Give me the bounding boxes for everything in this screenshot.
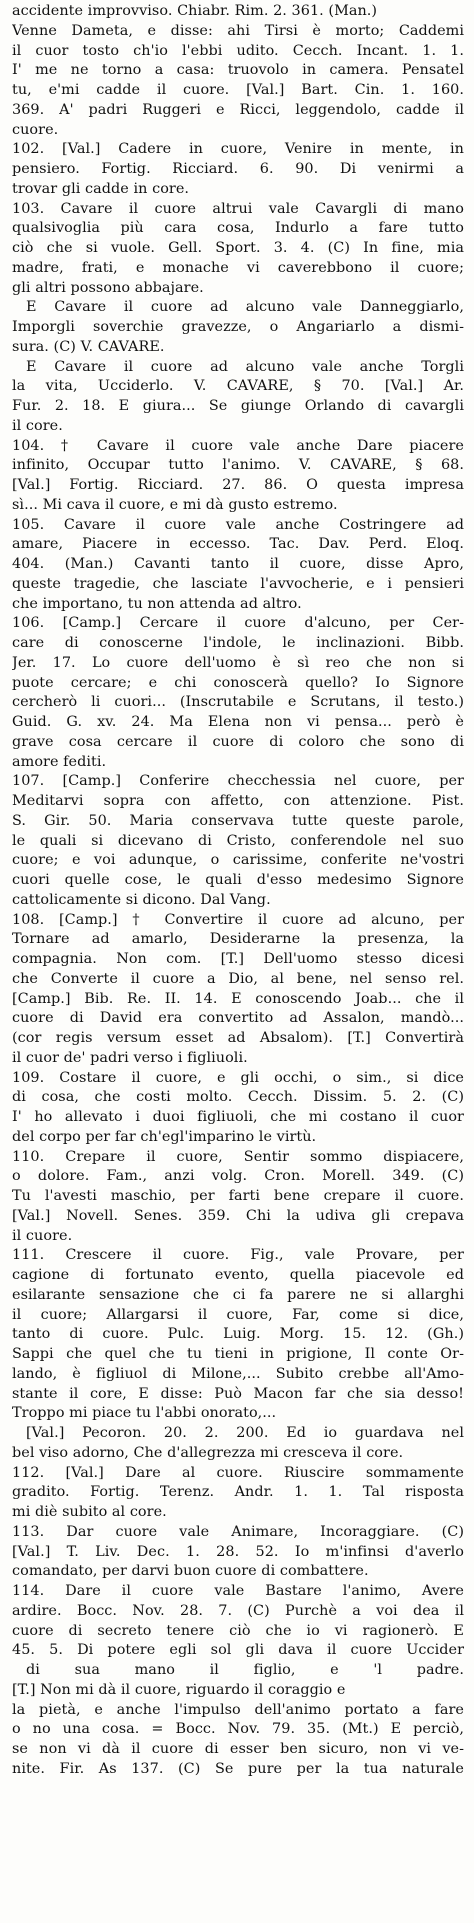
text-line: infinito, Occupar tutto l'animo. V. CAVARE, § 68. bbox=[12, 457, 464, 474]
text-line: S. Gir. 50. Maria conservava tutte queste parole, bbox=[12, 812, 464, 829]
text-line: queste tragedie, che lasciate l'avvocherie, e i pensieri bbox=[12, 575, 464, 592]
entry-heading-line: 109. Costare il cuore, e gli occhi, o sim., si dice bbox=[12, 1069, 464, 1086]
entry-heading-line: 113. Dar cuore vale Animare, Incoraggiare. (C) bbox=[12, 1523, 464, 1540]
text-line: esilarante sensazione che ci fa parere ne si allarghi bbox=[12, 1286, 464, 1303]
entry-heading-line: 114. Dare il cuore vale Bastare l'animo, Avere bbox=[12, 1583, 464, 1599]
text-line: Tornare ad amarlo, Desiderarne la presenza, la bbox=[12, 931, 464, 948]
text-line: E Cavare il cuore ad alcuno vale anche Torgli bbox=[26, 358, 464, 375]
text-line: cagione di fortunato evento, quella piacevole ed bbox=[12, 1267, 464, 1283]
text-line: di cosa, che costi molto. Cecch. Dissim. 5. 2. (C) bbox=[12, 1089, 464, 1106]
text-line: Meditarvi sopra con affetto, con attenzione. Pist. bbox=[12, 793, 464, 809]
text-line: ciò che si vuole. Gell. Sport. 3. 4. (C) In fine, mia bbox=[12, 240, 464, 256]
text-line: del corpo per far ch'egl'imparino le virtù. bbox=[12, 1128, 317, 1145]
text-line: Troppo mi piace tu l'abbi onorato,... bbox=[12, 1405, 277, 1422]
text-line: o no una cosa. = Bocc. Nov. 79. 35. (Mt.) E perciò, bbox=[12, 1721, 464, 1738]
entry-heading-line: 102. [Val.] Cadere in cuore, Venire in mente, in bbox=[12, 141, 464, 158]
text-line: le quali si dicevano di Cristo, conferendole nel suo bbox=[12, 832, 464, 849]
text-line: Jer. 17. Lo cuore dell'uomo è sì reo che non si bbox=[12, 654, 464, 671]
text-line: [Val.] T. Liv. Dec. 1. 28. 52. Io m'infinsi d'averlo bbox=[12, 1543, 464, 1560]
text-line: I' ho allevato i duoi figliuoli, che mi costano il cuor bbox=[12, 1109, 464, 1125]
text-line: lando, è figliuol di Milone,... Subito crebbe all'Amo- bbox=[12, 1365, 464, 1382]
text-line: nite. Fir. As 137. (C) Se pure per la tua naturale bbox=[12, 1760, 464, 1777]
text-line: il cuore. bbox=[12, 1227, 73, 1244]
text-line: cuore di secreto tenere ciò che io vi ragionerò. E bbox=[12, 1622, 464, 1639]
text-line: grave cosa cercare il cuore di coloro che sono di bbox=[12, 733, 464, 750]
text-line: ardire. Bocc. Nov. 28. 7. (C) Purchè a voi dea il bbox=[12, 1602, 464, 1619]
text-line: il cuor de' padri verso i figliuoli. bbox=[12, 1049, 248, 1066]
text-line: gradito. Fortig. Terenz. Andr. 1. 1. Tal risposta bbox=[12, 1484, 464, 1501]
text-line: Sappi che quel che tu tieni in prigione, Il conte Or- bbox=[12, 1346, 464, 1362]
entry-heading-line: 106. [Camp.] Cercare il cuore d'alcuno, per Cer- bbox=[12, 615, 464, 632]
text-line: amare, Piacere in eccesso. Tac. Dav. Perd. Eloq. bbox=[12, 536, 464, 553]
text-line: Guid. G. xv. 24. Ma Elena non vi pensa... però è bbox=[12, 714, 464, 730]
text-line: 404. (Man.) Cavanti tanto il cuore, disse Apro, bbox=[12, 556, 464, 572]
text-line: tu, e'mi cadde il cuore. [Val.] Bart. Cin. 1. 160. bbox=[12, 82, 464, 98]
text-line: cuore. bbox=[12, 121, 59, 138]
text-line: [Camp.] Bib. Re. II. 14. E conoscendo Joab... che il bbox=[12, 990, 464, 1007]
text-line: di sua mano il figlio, e 'l padre. bbox=[26, 1662, 464, 1678]
text-line: qualsivoglia più cara cosa, Indurlo a fare tutto bbox=[12, 220, 464, 237]
text-line: accidente improvviso. Chiabr. Rim. 2. 361. (Man.) bbox=[12, 3, 378, 19]
entry-heading-line: 112. [Val.] Dare al cuore. Riuscire sommamente bbox=[12, 1464, 464, 1481]
text-line: la vita, Ucciderlo. V. CAVARE, § 70. [Val.] Ar. bbox=[12, 378, 464, 395]
entry-heading-line: 110. Crepare il cuore, Sentir sommo dispiacere, bbox=[12, 1148, 464, 1165]
text-line: la pietà, e anche l'impulso dell'animo portato a fare bbox=[12, 1701, 464, 1718]
text-line: I' me ne torno a casa: truovolo in camera. Pensatel bbox=[12, 62, 464, 79]
entry-heading-line: 103. Cavare il cuore altrui vale Cavargli di mano bbox=[12, 200, 464, 217]
text-line: bel viso adorno, Che d'allegrezza mi cresceva il core. bbox=[12, 1444, 404, 1461]
text-line: [Val.] Pecoron. 20. 2. 200. Ed io guardava nel bbox=[26, 1425, 464, 1441]
text-line: il core. bbox=[12, 417, 63, 434]
text-line: mi diè subito al core. bbox=[12, 1504, 167, 1520]
entry-heading-line: 107. [Camp.] Conferire checchessia nel cuore, per bbox=[12, 773, 464, 790]
text-line: gli altri possono abbajare. bbox=[12, 279, 204, 296]
text-line: compagnia. Non com. [T.] Dell'uomo stesso dicesi bbox=[12, 951, 464, 967]
text-line: 45. 5. Di potere egli sol gli dava il cuore Uccider bbox=[12, 1642, 464, 1659]
text-line: cuore; e voi adunque, o carissime, conferite ne'vostri bbox=[12, 852, 464, 869]
text-line: Fur. 2. 18. E giura... Se giunge Orlando di cavargli bbox=[12, 398, 464, 414]
text-line: cattolicamente si dicono. Dal Vang. bbox=[12, 891, 271, 908]
text-line: se non vi dà il cuore di esser ben sicuro, non vi ve- bbox=[12, 1741, 464, 1757]
text-line: care di conoscerne l'indole, le inclinazioni. Bibb. bbox=[12, 635, 464, 651]
text-line: [T.] Non mi dà il cuore, riguardo il coraggio e bbox=[12, 1681, 346, 1698]
text-line: o dolore. Fam., anzi volg. Cron. Morell. 349. (C) bbox=[12, 1168, 464, 1185]
text-line: Venne Dameta, e disse: ahi Tirsi è morto; Caddemi bbox=[12, 22, 464, 39]
text-line: E Cavare il cuore ad alcuno vale Danneggiarlo, bbox=[26, 299, 464, 316]
text-line: sura. (C) V. CAVARE. bbox=[12, 338, 165, 355]
text-line: [Val.] Fortig. Ricciard. 27. 86. O questa impresa bbox=[12, 477, 464, 493]
text-line: (cor regis versum esset ad Absalom). [T.] Convertirà bbox=[12, 1030, 464, 1046]
text-line: sì... Mi cava il cuore, e mi dà gusto estremo. bbox=[12, 496, 338, 513]
text-line: [Val.] Novell. Senes. 359. Chi la udiva gli crepava bbox=[12, 1207, 464, 1224]
text-line: che importano, tu non attenda ad altro. bbox=[12, 595, 302, 612]
text-line: puote cercare; e chi conoscerà quello? Io Signore bbox=[12, 674, 464, 691]
entry-heading-line: 104. † Cavare il cuore vale anche Dare piacere bbox=[12, 437, 464, 454]
text-line: comandato, per darvi buon cuore di combattere. bbox=[12, 1563, 369, 1580]
text-line: amore fediti. bbox=[12, 753, 107, 770]
text-line: il cuore; Allargarsi il cuore, Far, come si dice, bbox=[12, 1306, 464, 1323]
text-line: stante il core, E disse: Può Macon far che sia desso! bbox=[12, 1385, 464, 1402]
text-line: cuori quelle cose, le quali d'esso medesimo Signore bbox=[12, 872, 464, 888]
text-column bbox=[12, 2, 464, 1780]
text-line: tanto di cuore. Pulc. Luig. Morg. 15. 12. (Gh.) bbox=[12, 1326, 464, 1343]
text-line: cuore di David era convertito ad Assalon, mandò... bbox=[12, 1010, 464, 1027]
text-line: pensiero. Fortig. Ricciard. 6. 90. Di venirmi a bbox=[12, 161, 464, 177]
entry-heading-line: 108. [Camp.] † Convertire il cuore ad alcuno, per bbox=[12, 911, 464, 928]
text-line: Imporgli soverchie gravezze, o Angariarlo a dismi- bbox=[12, 319, 464, 335]
text-line: che Converte il cuore a Dio, al bene, nel senso rel. bbox=[12, 970, 464, 987]
text-line: madre, frati, e monache vi caverebbono il cuore; bbox=[12, 259, 464, 276]
text-line: il cuor tosto ch'io l'ebbi udito. Cecch. Incant. 1. 1. bbox=[12, 42, 464, 59]
text-line: Tu l'avesti maschio, per farti bene crepare il cuore. bbox=[12, 1188, 464, 1204]
text-line: cercherò li cuori... (Inscrutabile e Scrutans, il testo.) bbox=[12, 694, 464, 711]
entry-heading-line: 105. Cavare il cuore vale anche Costringere ad bbox=[12, 516, 464, 533]
entry-heading-line: 111. Crescere il cuore. Fig., vale Provare, per bbox=[12, 1247, 464, 1264]
text-line: trovar gli cadde in core. bbox=[12, 180, 190, 197]
text-line: 369. A' padri Ruggeri e Ricci, leggendolo, cadde il bbox=[12, 101, 464, 118]
